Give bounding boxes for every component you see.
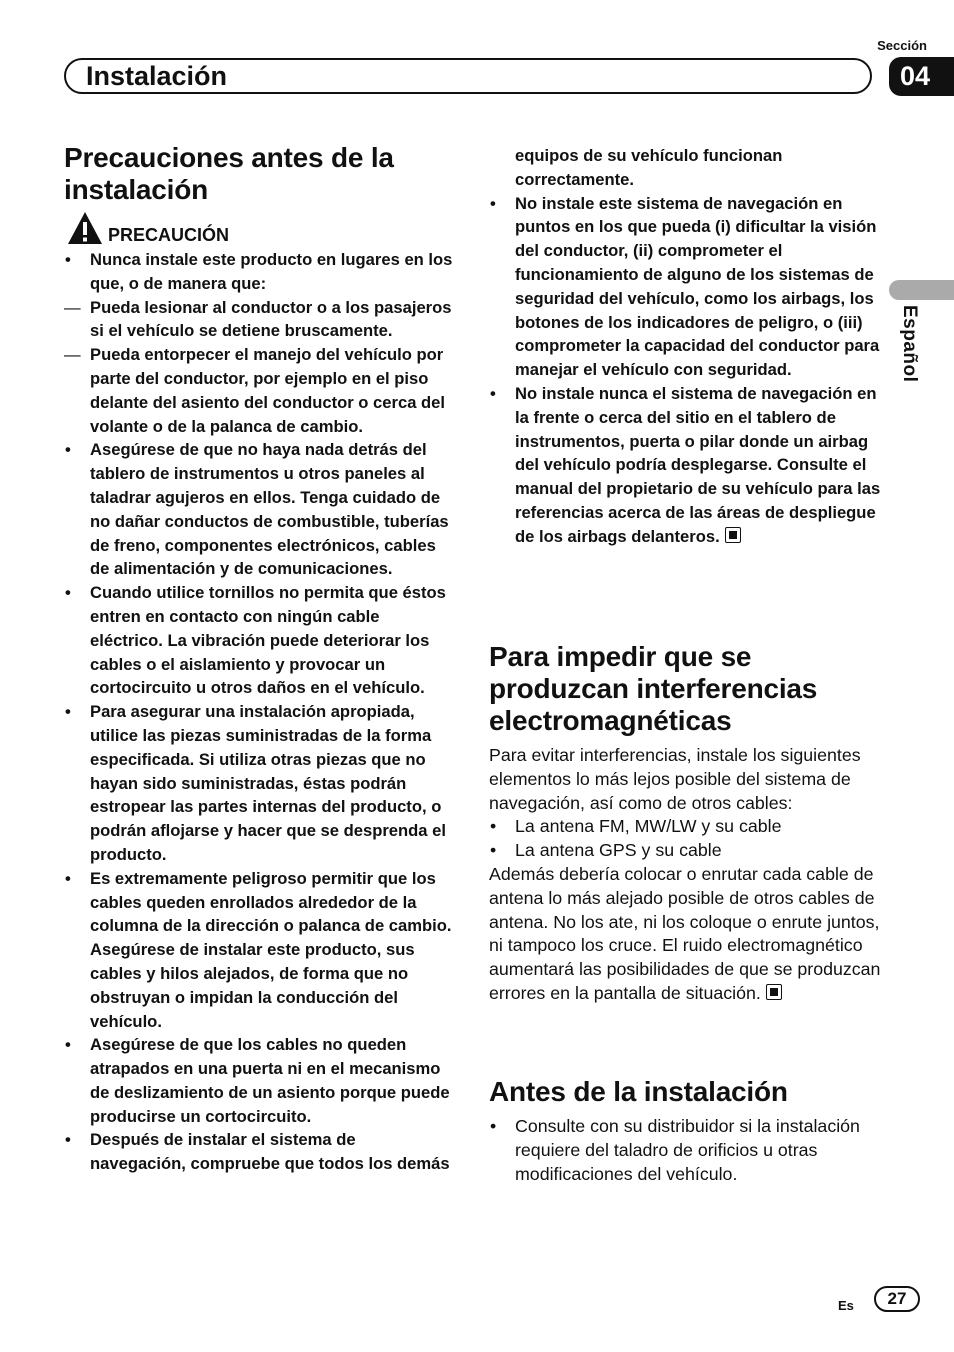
list-item <box>64 438 456 581</box>
caution-label: PRECAUCIÓN <box>108 225 230 245</box>
list-item <box>64 581 456 700</box>
list-item-text: Es extremamente peligroso permitir que los cables queden enrollados alrededor de la columna de la dirección o palanca de cambio. Asegúrese de instalar este producto, sus cables y hilos alejados, de forma que no obstruyan o impidan la conducción del vehículo. <box>90 868 452 1031</box>
end-of-section-icon <box>725 527 741 543</box>
sub-list-item <box>64 343 456 438</box>
precaution-list <box>64 248 456 1176</box>
list-item <box>64 867 456 1034</box>
list-item <box>64 700 456 867</box>
list-item-text: Para asegurar una instalación apropiada, utilice las piezas suministradas de la forma especificada. Si utiliza otras piezas que no hayan sido suministradas, éstas podrán estropear las partes internas del producto, o podrán aflojarse y hacer que se desprenda el producto. <box>90 702 446 864</box>
list-item-text: No instale este sistema de navegación en puntos en los que pueda (i) dificultar la visión del conductor, (ii) comprometer el funcionamiento de alguno de los sistemas de seguridad del vehículo, como los airbags, los botones de los indicadores de peligro, o (iii) comprometer la capacidad del conductor para manejar el vehículo con seguridad. <box>515 193 880 380</box>
list-item <box>64 1033 456 1128</box>
end-of-section-icon <box>766 984 782 1000</box>
list-item <box>489 382 881 549</box>
list-item-text: La antena FM, MW/LW y su cable <box>515 816 782 837</box>
list-item-text: Asegúrese de que no haya nada detrás del tablero de instrumentos u otros paneles al taladrar agujeros en ellos. Tenga cuidado de no dañar conductos de combustible, tuberías de freno, componentes electrónicos, cables de alimentación y de comunicaciones. <box>90 440 449 579</box>
list-item <box>489 815 881 839</box>
heading-antes-instalacion: Antes de la instalación <box>489 1076 788 1107</box>
heading-precauciones: Precauciones antes de la instalación <box>64 142 394 205</box>
list-item <box>489 192 881 382</box>
precaution-list-continued <box>489 192 881 549</box>
sub-list-item <box>64 296 456 344</box>
sub-list-item-text: Pueda lesionar al conductor o a los pasajeros si el vehículo se detiene bruscamente. <box>90 297 452 341</box>
antenna-list <box>489 815 881 863</box>
language-tab-label: Español <box>899 305 920 383</box>
list-item-text: Después de instalar el sistema de navegación, compruebe que todos los demás <box>90 1130 450 1174</box>
continuation-block <box>489 144 881 549</box>
list-item-text: Asegúrese de que los cables no queden atrapados en una puerta ni en el mecanismo de deslizamiento de un asiento porque puede producirse un cortocircuito. <box>90 1035 450 1126</box>
list-item-text: Nunca instale este producto en lugares en los que, o de manera que: <box>90 250 453 293</box>
interference-section <box>489 744 881 1006</box>
page-title: Instalación <box>86 61 228 91</box>
paragraph: Para evitar interferencias, instale los siguientes elementos lo más lejos posible del sistema de navegación, así como de otros cables: <box>489 745 861 813</box>
page-number: 27 <box>874 1286 920 1312</box>
list-item <box>64 1128 456 1176</box>
section-label: Sección <box>877 38 927 53</box>
list-item-text: No instale nunca el sistema de navegación en la frente o cerca del sitio en el tablero de instrumentos, puerta o pilar donde un airbag del vehículo podría desplegarse. Consulte el manual del propietario de su vehículo para las referencias acerca de las áreas de despliegue de los airbags delanteros. <box>515 383 881 546</box>
list-item-text: Consulte con su distribuidor si la instalación requiere del taladro de orificios u otras modificaciones del vehículo. <box>515 1116 860 1184</box>
list-item-text: Cuando utilice tornillos no permita que éstos entren en contacto con ningún cable eléctrico. La vibración puede deteriorar los cables o el aislamiento y provocar un cortocircuito u otros daños en el vehículo. <box>90 583 446 698</box>
list-item <box>489 839 881 863</box>
list-item-text: La antena GPS y su cable <box>515 840 722 861</box>
list-item <box>489 1115 881 1186</box>
sub-list-item-text: Pueda entorpecer el manejo del vehículo por parte del conductor, por ejemplo en el piso delante del asiento del conductor o cerca del volante o de la palanca de cambio. <box>90 345 446 436</box>
list-item <box>64 248 456 438</box>
header-bar <box>64 58 872 94</box>
before-install-list <box>489 1115 881 1186</box>
section-number-tab: 04 <box>889 57 954 96</box>
paragraph: Además debería colocar o enrutar cada cable de antena lo más alejado posible de otros cables de antena. No los ate, ni los coloque o enrute juntos, ni tampoco los cruce. El ruido electromagnético aumentará las posibilidades de que se produzcan errores en la pantalla de situación. <box>489 863 881 1003</box>
continuation-text: equipos de su vehículo funcionan correctamente. <box>515 146 783 189</box>
sub-list <box>64 296 456 439</box>
heading-interferencias: Para impedir que se produzcan interferencias electromagnéticas <box>489 641 818 736</box>
warning-triangle-icon <box>67 211 103 245</box>
footer-language: Es <box>838 1298 854 1313</box>
language-tab-marker <box>889 280 954 300</box>
